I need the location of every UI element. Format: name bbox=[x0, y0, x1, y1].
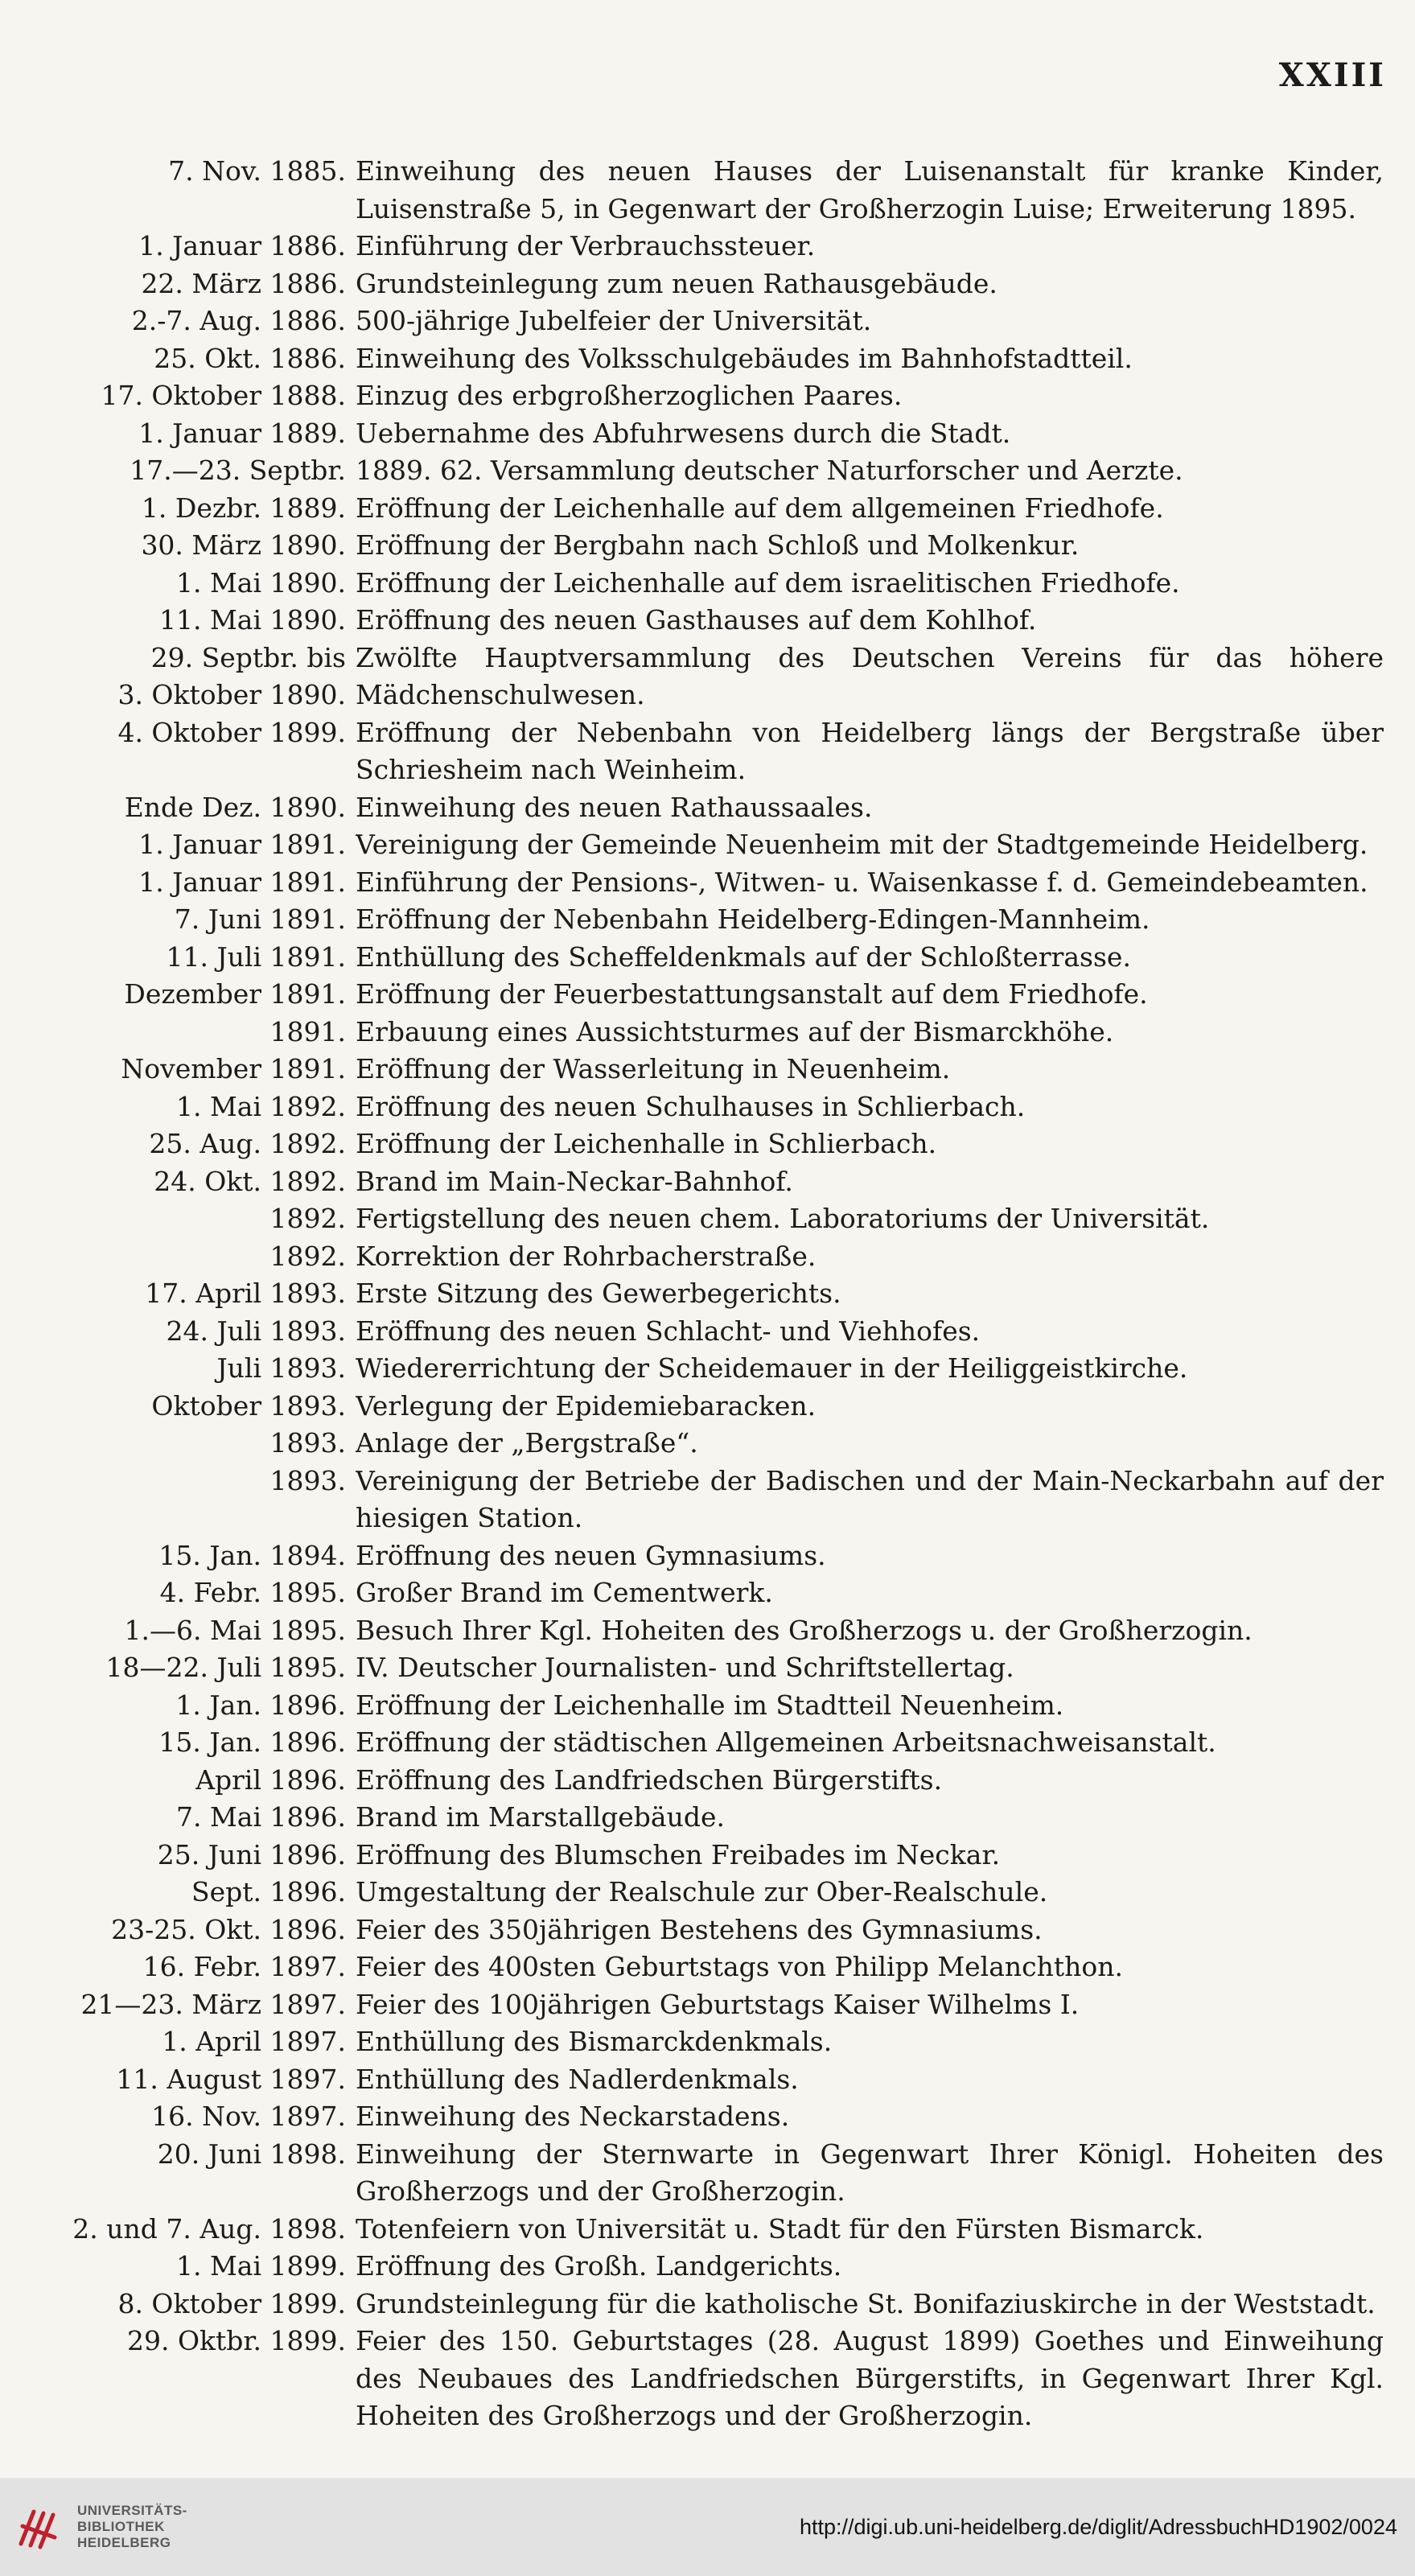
entry-date: November 1891. bbox=[121, 1053, 346, 1084]
entry-date: 20. Juni 1898. bbox=[157, 2138, 346, 2170]
entry-text: Enthüllung des Bismarckdenkmals. bbox=[356, 2026, 833, 2057]
entry-date: 1893. bbox=[269, 1427, 346, 1459]
entry-text: Feier des 150. Geburtstages (28. August 1899) Goethes und Einweihung des Neubaues des Landfriedschen Bürgerstifts, in Gegenwart Ihrer Kgl. Hoheiten des Großherzogs und der Großherzogin. bbox=[356, 2325, 1384, 2431]
entry-date: 22. März 1886. bbox=[141, 267, 346, 299]
chronicle-entry bbox=[48, 789, 1384, 827]
entry-text: Einweihung des Volksschulgebäudes im Bahnhofstadtteil. bbox=[356, 342, 1133, 374]
entry-text: Feier des 100jährigen Geburtstags Kaiser Wilhelms I. bbox=[356, 1988, 1080, 2020]
entry-date: 7. Mai 1896. bbox=[176, 1801, 346, 1833]
entry-date: 11. Juli 1891. bbox=[166, 940, 346, 973]
document-url-link[interactable]: http://digi.ub.uni-heidelberg.de/diglit/AdressbuchHD1902/0024 bbox=[799, 2514, 1397, 2539]
chronicle-entry bbox=[48, 228, 1384, 265]
entry-date: 1893. bbox=[269, 1464, 346, 1496]
library-seal-icon bbox=[14, 2502, 64, 2552]
entry-date: 1. Januar 1891. bbox=[138, 866, 346, 898]
entry-date: 30. März 1890. bbox=[141, 529, 346, 561]
entry-date: 1.—6. Mai 1895. bbox=[124, 1614, 346, 1646]
chronicle-list bbox=[48, 153, 1384, 2435]
entry-text: Besuch Ihrer Kgl. Hoheiten des Großherzogs u. der Großherzogin. bbox=[356, 1614, 1253, 1646]
chronicle-entry bbox=[48, 1463, 1384, 1537]
entry-date: 23-25. Okt. 1896. bbox=[111, 1913, 346, 1945]
chronicle-entry bbox=[48, 1837, 1384, 1874]
chronicle-entry bbox=[48, 2023, 1384, 2061]
entry-text: Eröffnung des Landfriedschen Bürgerstifts. bbox=[356, 1763, 943, 1796]
library-name-line: HEIDELBERG bbox=[77, 2535, 171, 2550]
entry-text: Erste Sitzung des Gewerbegerichts. bbox=[356, 1278, 841, 1309]
chronicle-entry bbox=[48, 864, 1384, 902]
entry-text: Eröffnung der städtischen Allgemeinen Arbeitsnachweisanstalt. bbox=[356, 1726, 1216, 1758]
chronicle-entry bbox=[48, 1874, 1384, 1911]
entry-text: Einweihung des neuen Rathaussaales. bbox=[356, 791, 873, 823]
chronicle-entry bbox=[48, 2136, 1384, 2211]
entry-text: Verlegung der Epidemiebaracken. bbox=[356, 1389, 817, 1422]
entry-date: 24. Juli 1893. bbox=[166, 1315, 346, 1347]
chronicle-entry bbox=[48, 1574, 1384, 1612]
entry-date: 11. August 1897. bbox=[116, 2063, 346, 2095]
entry-text: Wiedererrichtung der Scheidemauer in der Heiliggeistkirche. bbox=[356, 1352, 1188, 1384]
entry-text: Großer Brand im Cementwerk. bbox=[356, 1577, 773, 1608]
entry-date: 17. April 1893. bbox=[145, 1278, 346, 1309]
entry-text: Eröffnung des neuen Gymnasiums. bbox=[356, 1539, 826, 1571]
entry-date: 17.—23. Septbr. bbox=[130, 455, 346, 486]
entry-text: Eröffnung der Leichenhalle auf dem allgemeinen Friedhofe. bbox=[356, 492, 1164, 524]
entry-text: Erbauung eines Aussichtsturmes auf der Bismarckhöhe. bbox=[356, 1015, 1114, 1047]
chronicle-entry bbox=[48, 901, 1384, 939]
entry-date: 1891. bbox=[269, 1015, 346, 1047]
entry-text: Eröffnung der Nebenbahn Heidelberg-Edingen-Mannheim. bbox=[356, 903, 1150, 935]
entry-text: Eröffnung der Leichenhalle im Stadtteil Neuenheim. bbox=[356, 1689, 1064, 1721]
entry-date: Juli 1893. bbox=[216, 1352, 346, 1384]
chronicle-entry bbox=[48, 490, 1384, 528]
entry-text: Brand im Marstallgebäude. bbox=[356, 1801, 725, 1833]
chronicle-entry bbox=[48, 1687, 1384, 1725]
chronicle-entry bbox=[48, 1200, 1384, 1238]
entry-text: Eröffnung der Bergbahn nach Schloß und Molkenkur. bbox=[356, 529, 1080, 561]
chronicle-entry bbox=[48, 976, 1384, 1014]
entry-text: Korrektion der Rohrbacherstraße. bbox=[356, 1240, 817, 1272]
chronicle-entry bbox=[48, 939, 1384, 977]
entry-date: April 1896. bbox=[195, 1763, 346, 1796]
entry-text: Brand im Main-Neckar-Bahnhof. bbox=[356, 1165, 793, 1197]
chronicle-entry bbox=[48, 1948, 1384, 1986]
entry-text: Eröffnung der Feuerbestattungsanstalt auf dem Friedhofe. bbox=[356, 978, 1148, 1010]
chronicle-entry bbox=[48, 1425, 1384, 1463]
chronicle-entry bbox=[48, 2248, 1384, 2286]
entry-date: 1. Mai 1892. bbox=[176, 1090, 346, 1122]
entry-date: 25. Okt. 1886. bbox=[154, 342, 346, 374]
chronicle-entry bbox=[48, 2211, 1384, 2249]
entry-text: Eröffnung des Blumschen Freibades im Neckar. bbox=[356, 1838, 1001, 1870]
chronicle-entry bbox=[48, 602, 1384, 640]
chronicle-entry bbox=[48, 1537, 1384, 1575]
library-logo[interactable] bbox=[14, 2502, 187, 2552]
chronicle-entry bbox=[48, 1275, 1384, 1313]
entry-date: 1892. bbox=[269, 1240, 346, 1272]
chronicle-entry bbox=[48, 1088, 1384, 1126]
entry-date: 17. Oktober 1888. bbox=[101, 380, 346, 411]
entry-text: Vereinigung der Gemeinde Neuenheim mit der Stadtgemeinde Heidelberg. bbox=[356, 829, 1368, 860]
entry-date: 7. Nov. 1885. bbox=[168, 155, 346, 187]
entry-date: 16. Febr. 1897. bbox=[142, 1951, 346, 1982]
entry-text: Totenfeiern von Universität u. Stadt für den Fürsten Bismarck. bbox=[356, 2212, 1204, 2245]
entry-date: 25. Aug. 1892. bbox=[149, 1128, 346, 1159]
entry-date: 4. Febr. 1895. bbox=[159, 1577, 346, 1608]
chronicle-entry bbox=[48, 565, 1384, 603]
chronicle-entry bbox=[48, 640, 1384, 714]
entry-date: 1. Januar 1889. bbox=[138, 417, 346, 449]
library-name-line: UNIVERSITÄTS- bbox=[77, 2503, 187, 2518]
entry-text: Umgestaltung der Realschule zur Ober-Realschule. bbox=[356, 1876, 1048, 1907]
entry-date: 2. und 7. Aug. 1898. bbox=[72, 2212, 346, 2245]
chronicle-entry bbox=[48, 265, 1384, 303]
library-name bbox=[77, 2503, 187, 2551]
chronicle-entry bbox=[48, 1051, 1384, 1088]
chronicle-entry bbox=[48, 1724, 1384, 1762]
entry-date: 1892. bbox=[269, 1203, 346, 1234]
page-number: XXIII bbox=[1278, 56, 1386, 94]
entry-text: Vereinigung der Betriebe der Badischen und der Main-Neckarbahn auf der hiesigen Station. bbox=[356, 1464, 1384, 1533]
entry-date: 15. Jan. 1894. bbox=[158, 1539, 346, 1571]
entry-text: Grundsteinlegung zum neuen Rathausgebäude. bbox=[356, 267, 997, 299]
entry-text: Eröffnung der Leichenhalle auf dem israelitischen Friedhofe. bbox=[356, 566, 1180, 599]
chronicle-entry bbox=[48, 714, 1384, 789]
entry-text: Einweihung des Neckarstadens. bbox=[356, 2101, 790, 2132]
chronicle-entry bbox=[48, 415, 1384, 453]
entry-text: Fertigstellung des neuen chem. Laboratoriums der Universität. bbox=[356, 1203, 1210, 1234]
chronicle-entry bbox=[48, 1163, 1384, 1201]
chronicle-entry bbox=[48, 1986, 1384, 2024]
entry-text: Grundsteinlegung für die katholische St. Bonifaziuskirche in der Weststadt. bbox=[356, 2287, 1376, 2319]
entry-date: 1. Dezbr. 1889. bbox=[141, 492, 346, 524]
entry-date: 1. Januar 1891. bbox=[138, 829, 346, 860]
chronicle-entry bbox=[48, 1014, 1384, 1051]
entry-date: 7. Juni 1891. bbox=[174, 903, 346, 935]
entry-date: 11. Mai 1890. bbox=[159, 604, 346, 636]
entry-text: 500-jährige Jubelfeier der Universität. bbox=[356, 305, 872, 336]
entry-text: Eröffnung des Großh. Landgerichts. bbox=[356, 2250, 842, 2282]
chronicle-entry bbox=[48, 2098, 1384, 2136]
entry-text: Feier des 350jährigen Bestehens des Gymnasiums. bbox=[356, 1913, 1043, 1945]
chronicle-entry bbox=[48, 1649, 1384, 1687]
entry-text: Enthüllung des Nadlerdenkmals. bbox=[356, 2063, 799, 2095]
entry-text: Einführung der Pensions-, Witwen- u. Waisenkasse f. d. Gemeindebeamten. bbox=[356, 866, 1368, 898]
entry-text: Zwölfte Hauptversammlung des Deutschen Vereins für das höhere Mädchenschulwesen. bbox=[356, 641, 1384, 710]
entry-text: Eröffnung des neuen Schlacht- und Viehhofes. bbox=[356, 1315, 981, 1347]
entry-date: Oktober 1893. bbox=[151, 1389, 346, 1422]
chronicle-entry bbox=[48, 1350, 1384, 1388]
entry-text: Einweihung des neuen Hauses der Luisenanstalt für kranke Kinder, Luisenstraße 5, in Gegenwart der Großherzogin Luise; Erweiterung 1895. bbox=[356, 155, 1384, 224]
chronicle-entry bbox=[48, 2061, 1384, 2099]
entry-text: Eröffnung des neuen Schulhauses in Schlierbach. bbox=[356, 1090, 1026, 1122]
entry-text: IV. Deutscher Journalisten- und Schriftstellertag. bbox=[356, 1652, 1014, 1683]
chronicle-entry bbox=[48, 2286, 1384, 2323]
entry-date: Dezember 1891. bbox=[124, 978, 346, 1010]
entry-date: 1. Jan. 1896. bbox=[175, 1689, 346, 1721]
entry-date: Ende Dez. 1890. bbox=[124, 791, 346, 823]
chronicle-entry bbox=[48, 340, 1384, 378]
entry-date: 29. Septbr. bis 3. Oktober 1890. bbox=[117, 641, 346, 710]
entry-date: 8. Oktober 1899. bbox=[117, 2287, 346, 2319]
entry-date: 1. Mai 1899. bbox=[176, 2250, 346, 2282]
entry-date: 18—22. Juli 1895. bbox=[105, 1652, 346, 1683]
entry-date: 15. Jan. 1896. bbox=[158, 1726, 346, 1758]
entry-date: 25. Juni 1896. bbox=[157, 1838, 346, 1870]
chronicle-entry bbox=[48, 1612, 1384, 1650]
entry-date: Sept. 1896. bbox=[191, 1876, 346, 1907]
entry-text: Eröffnung der Nebenbahn von Heidelberg längs der Bergstraße über Schriesheim nach Weinheim. bbox=[356, 716, 1384, 785]
chronicle-entry bbox=[48, 1125, 1384, 1163]
entry-date: 4. Oktober 1899. bbox=[117, 716, 346, 748]
chronicle-entry bbox=[48, 377, 1384, 415]
entry-date: 16. Nov. 1897. bbox=[151, 2101, 346, 2132]
chronicle-entry bbox=[48, 1762, 1384, 1800]
entry-text: Uebernahme des Abfuhrwesens durch die Stadt. bbox=[356, 417, 1011, 449]
chronicle-entry bbox=[48, 153, 1384, 228]
entry-date: 24. Okt. 1892. bbox=[154, 1165, 346, 1197]
chronicle-entry bbox=[48, 1388, 1384, 1426]
entry-date: 1. Januar 1886. bbox=[138, 230, 346, 261]
chronicle-entry bbox=[48, 452, 1384, 490]
entry-text: 1889. 62. Versammlung deutscher Naturforscher und Aerzte. bbox=[356, 455, 1183, 486]
entry-text: Eröffnung der Leichenhalle in Schlierbach. bbox=[356, 1128, 937, 1159]
entry-date: 1. Mai 1890. bbox=[176, 566, 346, 599]
entry-text: Enthüllung des Scheffeldenkmals auf der Schloßterrasse. bbox=[356, 940, 1131, 973]
entry-date: 29. Oktbr. 1899. bbox=[126, 2325, 346, 2356]
entry-text: Eröffnung des neuen Gasthauses auf dem Kohlhof. bbox=[356, 604, 1037, 636]
entry-text: Eröffnung der Wasserleitung in Neuenheim. bbox=[356, 1053, 951, 1084]
viewer-footer bbox=[0, 2478, 1415, 2576]
chronicle-entry bbox=[48, 302, 1384, 340]
chronicle-entry bbox=[48, 1911, 1384, 1949]
chronicle-entry bbox=[48, 2323, 1384, 2435]
chronicle-entry bbox=[48, 1238, 1384, 1276]
entry-text: Anlage der „Bergstraße“. bbox=[356, 1427, 698, 1459]
chronicle-entry bbox=[48, 1313, 1384, 1351]
entry-date: 2.-7. Aug. 1886. bbox=[131, 305, 346, 336]
entry-text: Feier des 400sten Geburtstags von Philipp Melanchthon. bbox=[356, 1951, 1124, 1982]
entry-date: 1. April 1897. bbox=[162, 2026, 346, 2057]
entry-text: Einzug des erbgroßherzoglichen Paares. bbox=[356, 380, 903, 411]
entry-text: Einweihung der Sternwarte in Gegenwart Ihrer Königl. Hoheiten des Großherzogs und der Großherzogin. bbox=[356, 2138, 1384, 2207]
chronicle-entry bbox=[48, 1799, 1384, 1837]
chronicle-entry bbox=[48, 826, 1384, 864]
library-name-line: BIBLIOTHEK bbox=[77, 2519, 165, 2534]
chronicle-entry bbox=[48, 527, 1384, 565]
entry-text: Einführung der Verbrauchssteuer. bbox=[356, 230, 816, 261]
entry-date: 21—23. März 1897. bbox=[80, 1988, 346, 2020]
